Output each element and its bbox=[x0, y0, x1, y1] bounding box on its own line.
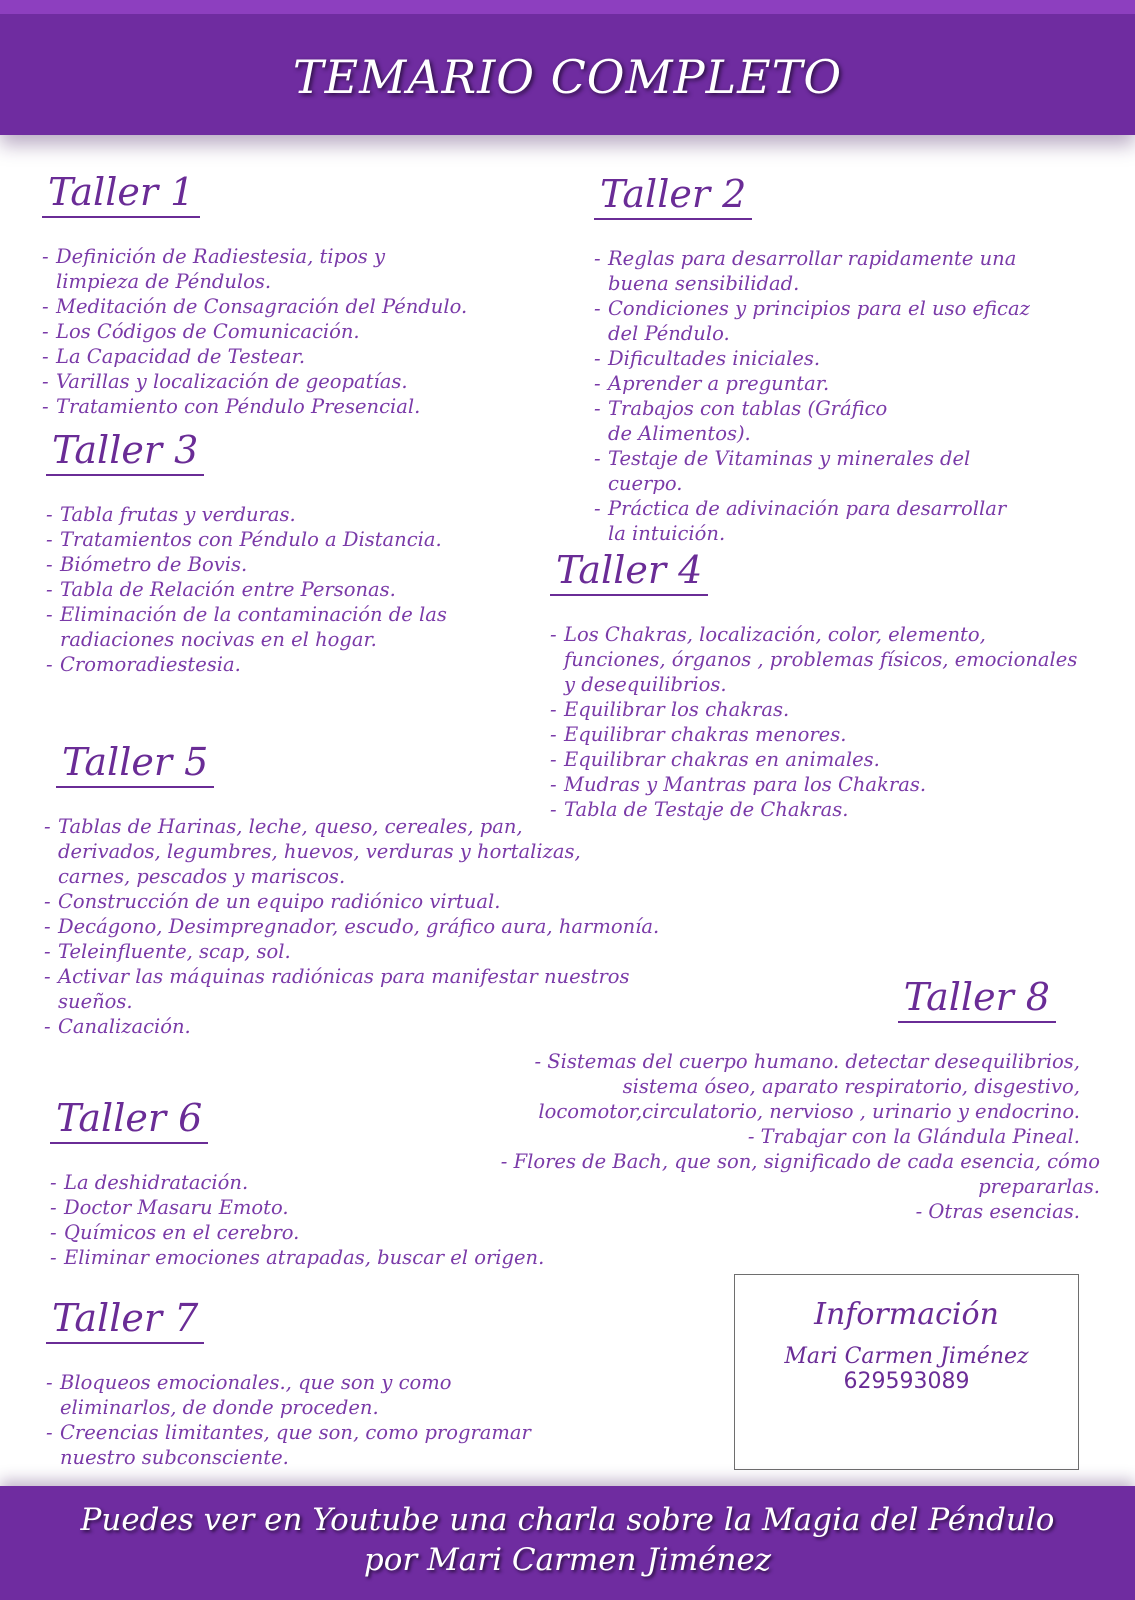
taller-5-item: - Tablas de Harinas, leche, queso, cereales, pan, derivados, legumbres, huevos, verduras y hortalizas, carnes, pescados y mariscos. bbox=[44, 814, 618, 889]
taller-1-item: - Tratamiento con Péndulo Presencial. bbox=[42, 394, 552, 419]
taller-6-item: - Doctor Masaru Emoto. bbox=[50, 1195, 560, 1220]
taller-8-item: - Otras esencias. bbox=[470, 1199, 1080, 1224]
info-title: Información bbox=[814, 1297, 999, 1332]
info-box bbox=[734, 1274, 1079, 1470]
taller-2-item: - Práctica de adivinación para desarrollar la intuición. bbox=[594, 496, 1008, 546]
info-phone: 629593089 bbox=[843, 1369, 970, 1394]
taller-8-heading: Taller 8 bbox=[898, 975, 1056, 1023]
taller-4-item: - Equilibrar chakras menores. bbox=[550, 722, 1080, 747]
taller-1-item: - Varillas y localización de geopatías. bbox=[42, 369, 552, 394]
taller-8-item: - Sistemas del cuerpo humano. detectar desequilibrios, sistema óseo, aparato respiratorio, disgestivo, locomotor,circulatorio, nervioso , urinario y endocrino. bbox=[520, 1049, 1080, 1124]
taller-2-section bbox=[594, 172, 1074, 546]
footer-banner bbox=[0, 1486, 1135, 1600]
taller-2-item: - Testaje de Vitaminas y minerales del cuerpo. bbox=[594, 446, 1008, 496]
taller-1-item: - Definición de Radiestesia, tipos y limpieza de Péndulos. bbox=[42, 244, 456, 294]
taller-4-item: - Equilibrar los chakras. bbox=[550, 697, 1080, 722]
taller-6-item: - La deshidratación. bbox=[50, 1170, 560, 1195]
taller-6-heading: Taller 6 bbox=[50, 1096, 208, 1144]
taller-1-section bbox=[42, 170, 582, 419]
taller-5-item: - Canalización. bbox=[44, 1014, 664, 1039]
taller-7-section bbox=[46, 1296, 566, 1470]
taller-8-item: - Flores de Bach, que son, significado de cada esencia, cómo prepararlas. bbox=[470, 1149, 1100, 1199]
taller-4-item: - Equilibrar chakras en animales. bbox=[550, 747, 1080, 772]
taller-3-item: - Cromoradiestesia. bbox=[46, 652, 536, 677]
taller-3-section bbox=[46, 428, 566, 677]
taller-4-item: - Mudras y Mantras para los Chakras. bbox=[550, 772, 1080, 797]
taller-1-heading: Taller 1 bbox=[42, 170, 200, 218]
taller-7-item: - Bloqueos emocionales., que son y como eliminarlos, de donde proceden. bbox=[46, 1370, 546, 1420]
taller-7-heading: Taller 7 bbox=[46, 1296, 204, 1344]
taller-3-item: - Biómetro de Bovis. bbox=[46, 552, 536, 577]
taller-5-item: - Teleinfluente, scap, sol. bbox=[44, 939, 664, 964]
taller-3-heading: Taller 3 bbox=[46, 428, 204, 476]
taller-3-item: - Tabla de Relación entre Personas. bbox=[46, 577, 536, 602]
taller-8-item: - Trabajar con la Glándula Pineal. bbox=[470, 1124, 1080, 1149]
taller-2-item: - Reglas para desarrollar rapidamente una buena sensibilidad. bbox=[594, 246, 1054, 296]
taller-5-heading: Taller 5 bbox=[56, 740, 214, 788]
taller-1-item: - La Capacidad de Testear. bbox=[42, 344, 552, 369]
taller-3-item: - Eliminación de la contaminación de las radiaciones nocivas en el hogar. bbox=[46, 602, 530, 652]
header-banner bbox=[0, 0, 1135, 135]
taller-1-item: - Los Códigos de Comunicación. bbox=[42, 319, 552, 344]
taller-2-item: - Dificultades iniciales. bbox=[594, 346, 1054, 371]
taller-7-item: - Creencias limitantes, que son, como programar nuestro subconsciente. bbox=[46, 1420, 546, 1470]
taller-5-item: - Construcción de un equipo radiónico virtual. bbox=[44, 889, 664, 914]
taller-3-item: - Tratamientos con Péndulo a Distancia. bbox=[46, 527, 536, 552]
taller-2-item: - Trabajos con tablas (Gráfico de Alimentos). bbox=[594, 396, 898, 446]
taller-5-item: - Decágono, Desimpregnador, escudo, gráfico aura, harmonía. bbox=[44, 914, 664, 939]
footer-line-2: por Mari Carmen Jiménez bbox=[363, 1542, 772, 1578]
taller-2-item: - Condiciones y principios para el uso eficaz del Péndulo. bbox=[594, 296, 1048, 346]
taller-3-item: - Tabla frutas y verduras. bbox=[46, 502, 536, 527]
taller-6-item: - Eliminar emociones atrapadas, buscar el origen. bbox=[50, 1245, 560, 1270]
taller-6-section bbox=[50, 1096, 570, 1270]
footer-line-1: Puedes ver en Youtube una charla sobre la Magia del Péndulo bbox=[80, 1502, 1055, 1538]
taller-1-item: - Meditación de Consagración del Péndulo. bbox=[42, 294, 552, 319]
taller-6-item: - Químicos en el cerebro. bbox=[50, 1220, 560, 1245]
page-title: TEMARIO COMPLETO bbox=[292, 50, 843, 104]
taller-5-item: - Activar las máquinas radiónicas para manifestar nuestros sueños. bbox=[44, 964, 658, 1014]
taller-4-item: - Tabla de Testaje de Chakras. bbox=[550, 797, 1080, 822]
taller-4-heading: Taller 4 bbox=[550, 548, 708, 596]
taller-4-item: - Los Chakras, localización, color, elemento, funciones, órganos , problemas físicos, emocionales y desequilibrios. bbox=[550, 622, 1080, 697]
info-name: Mari Carmen Jiménez bbox=[784, 1344, 1029, 1369]
taller-2-item: - Aprender a preguntar. bbox=[594, 371, 1054, 396]
taller-2-heading: Taller 2 bbox=[594, 172, 752, 220]
